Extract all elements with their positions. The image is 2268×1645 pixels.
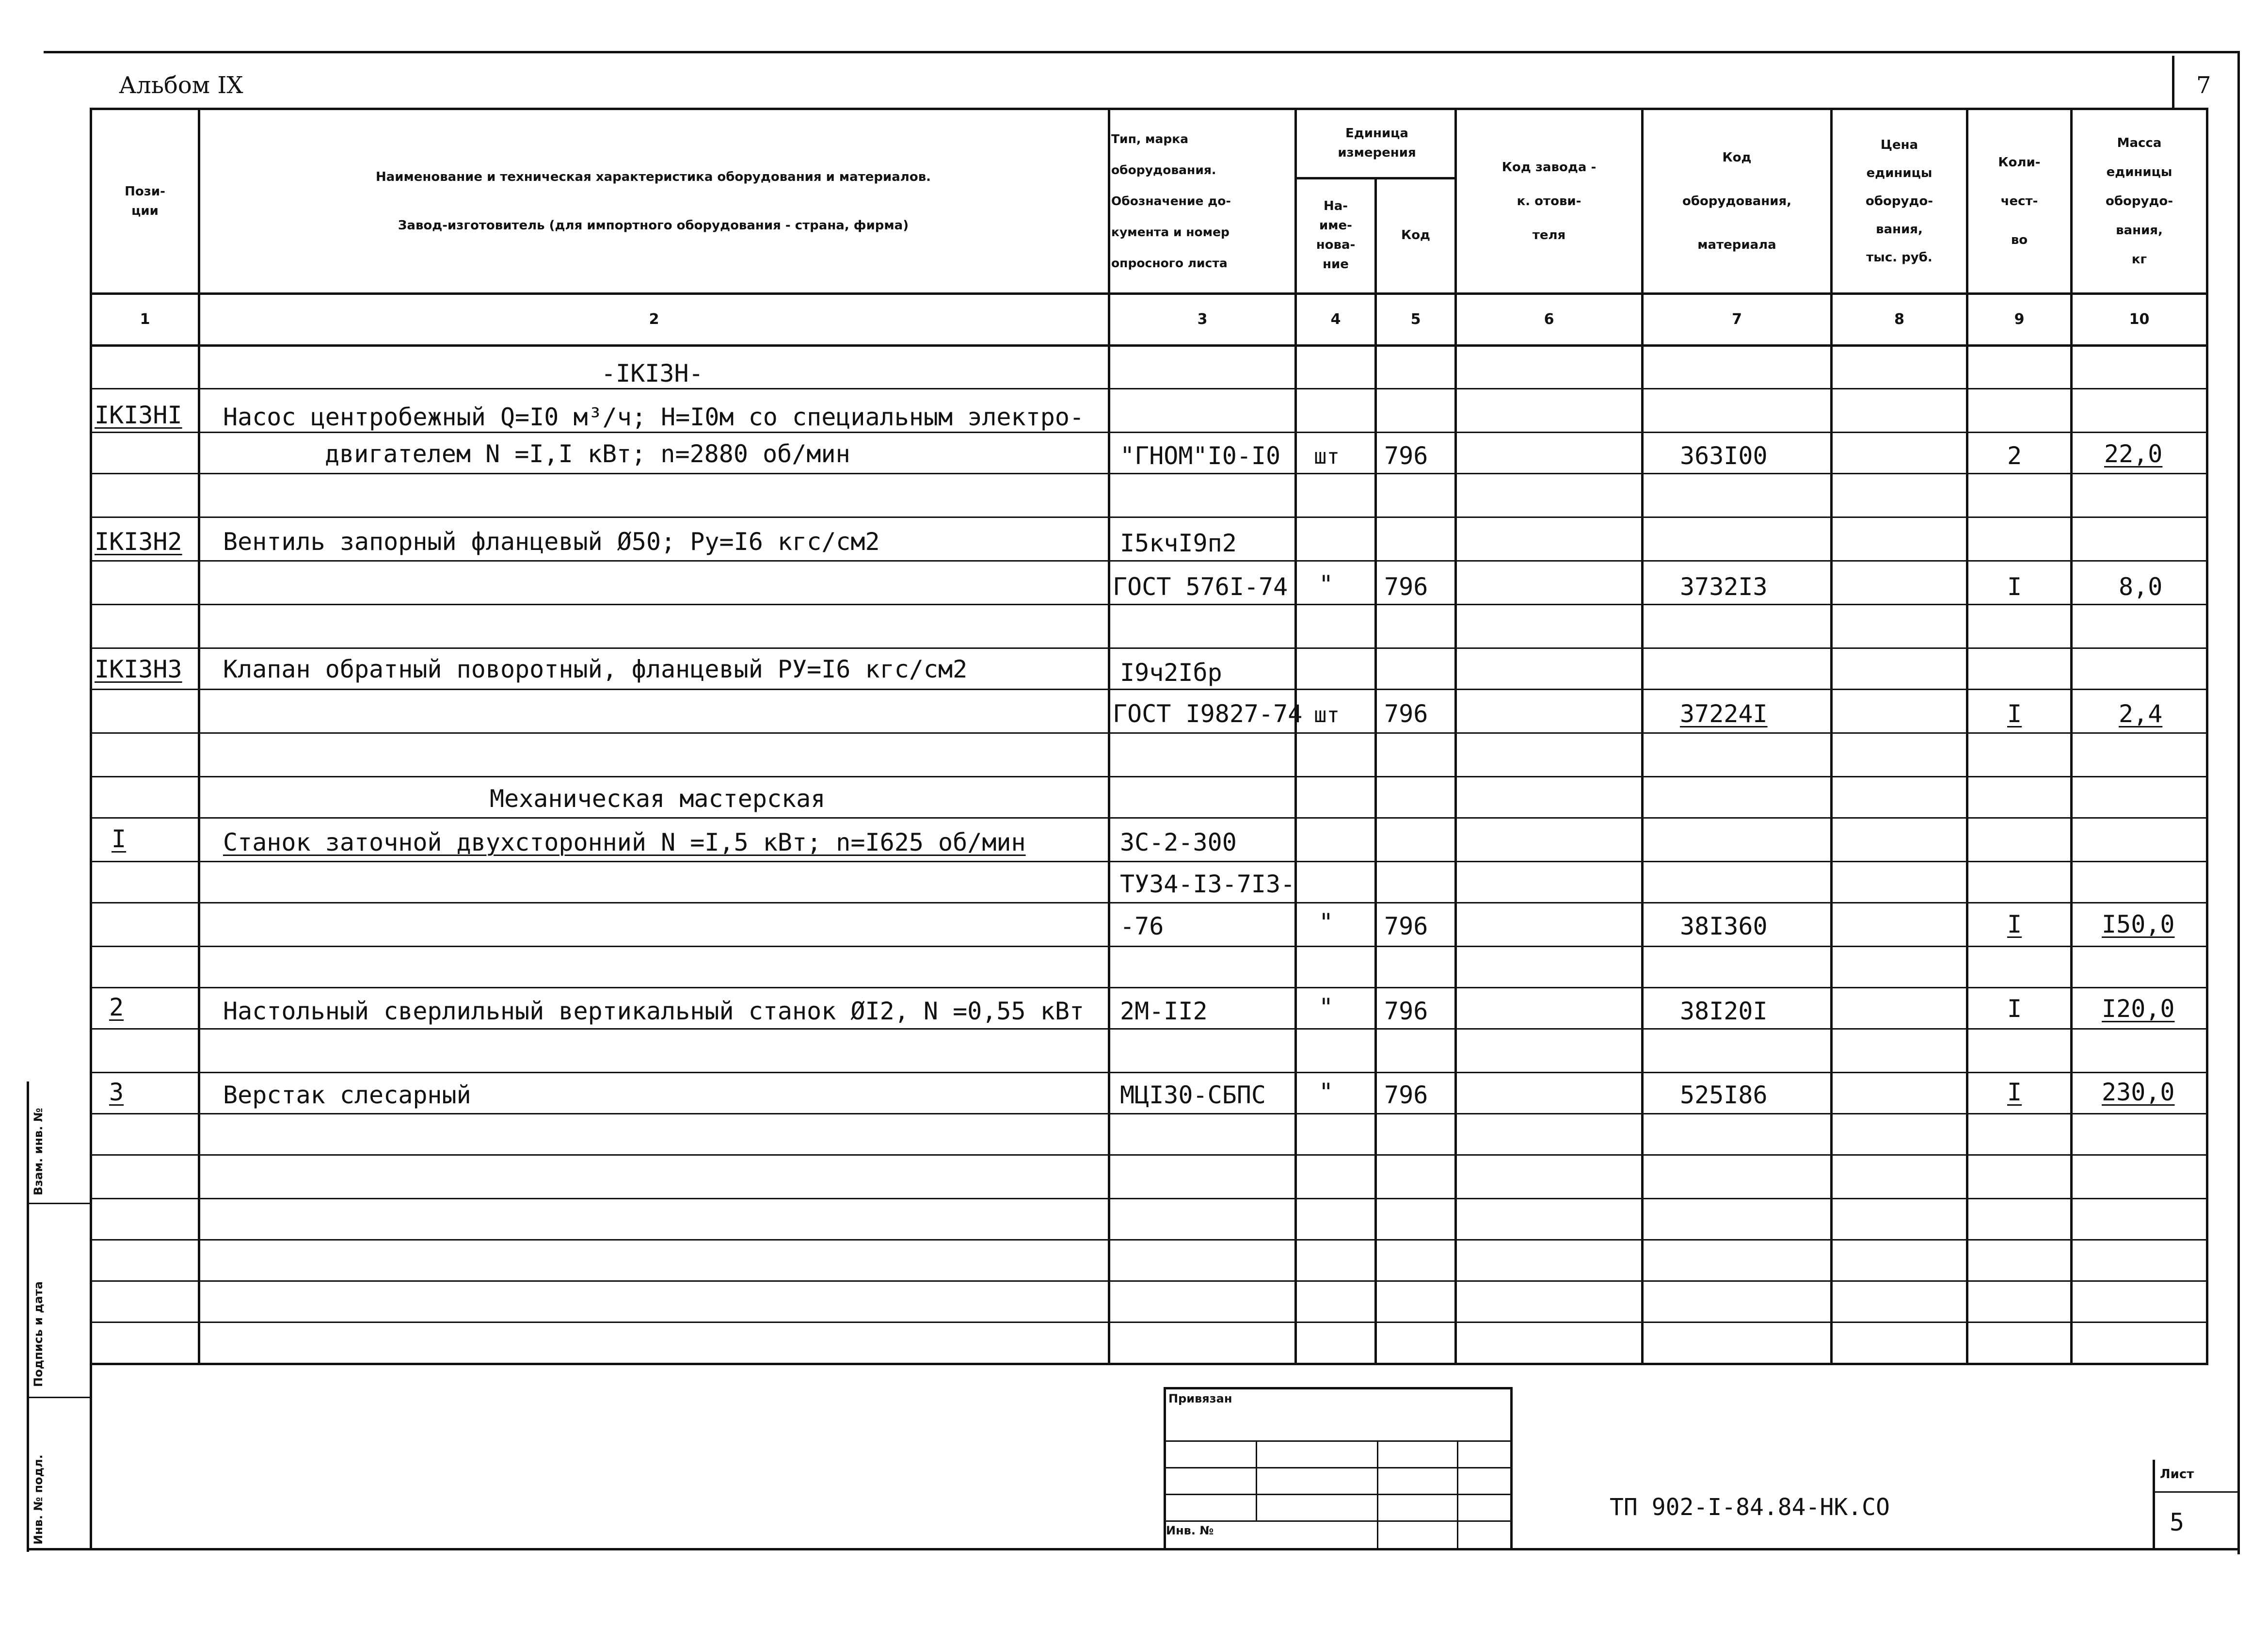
col-number: 7	[1732, 310, 1742, 328]
unit-code-cell: 796	[1384, 997, 1428, 1025]
row-line	[90, 1322, 2208, 1323]
sheet-number: 5	[2170, 1508, 2185, 1536]
type-cell: "ГНОМ"I0-I0	[1120, 442, 1281, 470]
type-cell: -76	[1120, 912, 1164, 940]
quantity-cell: 2	[2007, 442, 2022, 470]
stamp-row-line	[1164, 1494, 1513, 1495]
quantity-cell: I	[2007, 573, 2022, 601]
frame-bottom-line	[29, 1548, 2240, 1550]
row-line	[90, 946, 2208, 947]
stamp-row-line	[1164, 1520, 1513, 1522]
unit-code-cell: 796	[1384, 700, 1428, 728]
quantity-cell: I	[2007, 910, 2022, 938]
type-cell: 2М-II2	[1120, 997, 1208, 1025]
row-line	[90, 902, 2208, 903]
header-equipment-code: Код оборудования, материала	[1682, 150, 1792, 252]
sheet-box-left	[2153, 1460, 2155, 1549]
unit-code-cell: 796	[1384, 912, 1428, 940]
sheet-label: Лист	[2160, 1467, 2194, 1482]
side-stamp-outer-line	[27, 1081, 29, 1552]
type-cell: ТУ34-I3-7I3-	[1120, 870, 1295, 898]
side-label-inv-podl: Инв. № подл.	[32, 1454, 45, 1545]
side-label-podpis: Подпись и дата	[32, 1281, 45, 1387]
header-unit-code: Код	[1401, 228, 1431, 242]
mass-cell: 230,0	[2102, 1078, 2175, 1106]
row-line	[90, 732, 2208, 734]
row-line	[90, 1072, 2208, 1073]
col-number: 8	[1894, 310, 1904, 328]
type-cell: ГОСТ I9827-74	[1113, 700, 1303, 728]
col-number: 2	[649, 310, 659, 328]
stamp-inv-label: Инв. №	[1166, 1524, 1214, 1537]
header-unit: Единица измерения	[1338, 126, 1416, 160]
header-price: Цена единицы оборудо- вания, тыс. руб.	[1865, 138, 1933, 265]
row-line	[90, 560, 2208, 562]
col-number: 3	[1197, 310, 1208, 328]
row-line	[90, 604, 2208, 605]
document-code: ТП 902-I-84.84-НК.СО	[1610, 1494, 1890, 1521]
position-cell: IKI3HI	[95, 401, 182, 429]
stamp-row-line	[1164, 1467, 1513, 1468]
equipment-code-cell: 3732I3	[1680, 573, 1768, 601]
row-line	[90, 388, 2208, 389]
col-number: 4	[1330, 310, 1341, 328]
row-line	[90, 817, 2208, 819]
equipment-code-cell: 363I00	[1680, 442, 1768, 470]
type-cell: 3С-2-300	[1120, 828, 1237, 856]
position-cell: IKI3H2	[95, 528, 182, 556]
unit-code-cell: 796	[1384, 442, 1428, 470]
stamp-col-line	[1377, 1440, 1378, 1549]
row-line	[90, 1198, 2208, 1199]
unit-name-cell: "	[1319, 993, 1334, 1021]
position-cell: I	[112, 825, 127, 853]
equipment-code-cell: 38I360	[1680, 912, 1768, 940]
name-cell: Насос центробежный Q=I0 м³/ч; H=I0м со специальным электро-	[223, 403, 1085, 431]
type-cell: I5кчI9п2	[1120, 529, 1237, 557]
header-position: Пози- ции	[125, 184, 165, 218]
row-line	[90, 1239, 2208, 1241]
col-number: 5	[1410, 310, 1421, 328]
unit-name-cell: "	[1319, 570, 1334, 598]
table-header-top-line	[90, 108, 2208, 110]
name-cell: Верстак слесарный	[223, 1081, 471, 1109]
name-cell: Настольный сверлильный вертикальный станок ØI2, N =0,55 кВт	[223, 997, 1085, 1025]
top-page-number: 7	[2196, 72, 2211, 99]
row-line	[90, 516, 2208, 518]
col-line-4	[1374, 177, 1377, 1364]
header-type: Тип, марка оборудования. Обозначение до- кумента и номер опросного листа	[1111, 132, 1231, 270]
side-label-vzam: Взам. инв. №	[32, 1108, 45, 1195]
side-stamp-divider	[27, 1203, 90, 1204]
row-line	[90, 1028, 2208, 1030]
quantity-cell: I	[2007, 700, 2022, 728]
row-line	[90, 473, 2208, 474]
name-cell: Станок заточной двухсторонний N =I,5 кВт; n=I625 об/мин	[223, 828, 1026, 856]
sheet-box-divider	[2153, 1491, 2240, 1493]
unit-code-cell: 796	[1384, 573, 1428, 601]
equipment-code-cell: 38I20I	[1680, 997, 1768, 1025]
row-line	[90, 776, 2208, 777]
col-number: 9	[2014, 310, 2025, 328]
unit-name-cell: "	[1319, 908, 1334, 936]
equipment-code-cell: 525I86	[1680, 1081, 1768, 1109]
position-cell: IKI3H3	[95, 655, 182, 683]
mass-cell: 2,4	[2119, 700, 2163, 728]
stamp-row-line	[1164, 1440, 1513, 1442]
header-manufacturer-code: Код заводa - к. отови- теля	[1501, 160, 1597, 242]
side-stamp-divider	[27, 1397, 90, 1398]
header-name: Наименование и техническая характеристика оборудования и материалов. Завод-изготовитель (для импортного оборудования - страна, фирма)	[375, 170, 931, 233]
col-line-10	[2206, 108, 2208, 1364]
name-cell: Вентиль запорный фланцевый Ø50; Ру=I6 кгс/см2	[223, 528, 880, 556]
mass-cell: I50,0	[2102, 910, 2175, 938]
row-line	[90, 861, 2208, 862]
type-cell: I9ч2Iбр	[1120, 659, 1222, 687]
table-bottom-line	[90, 1363, 2208, 1365]
row-line	[90, 1154, 2208, 1156]
quantity-cell: I	[2007, 995, 2022, 1023]
album-title: Альбом IX	[119, 72, 243, 99]
frame-right-line	[2237, 51, 2240, 1554]
row-line	[90, 689, 2208, 690]
equipment-code-cell: 37224I	[1680, 700, 1768, 728]
quantity-cell: I	[2007, 1078, 2022, 1106]
stamp-col-line	[1457, 1440, 1458, 1549]
row-line	[90, 432, 2208, 433]
mass-cell: 8,0	[2119, 573, 2163, 601]
header-mass: Масса единицы оборудо- вания, кг	[2105, 136, 2173, 267]
stamp-col-line	[1256, 1440, 1257, 1520]
header-quantity: Коли- чест- во	[1998, 155, 2041, 247]
col-number: 10	[2129, 310, 2150, 328]
row-line	[90, 987, 2208, 988]
col-number: 1	[140, 310, 150, 328]
name-cell: двигателем N =I,I кВт; n=2880 об/мин	[325, 440, 850, 468]
page-number-box-left	[2172, 56, 2174, 109]
unit-name-cell: "	[1319, 1078, 1334, 1106]
row-line	[90, 647, 2208, 649]
mass-cell: I20,0	[2102, 995, 2175, 1023]
section-title: Механическая мастерская	[490, 785, 826, 813]
stamp-privyazan-label: Привязан	[1168, 1392, 1232, 1405]
section-title: -IKI3H-	[601, 359, 703, 387]
row-line	[90, 1113, 2208, 1114]
stamp-top-line	[1164, 1387, 1513, 1389]
col-numbers-bottom-line	[90, 344, 2208, 347]
type-cell: ГОСТ 576I-74	[1113, 573, 1288, 601]
position-cell: 2	[109, 993, 124, 1021]
unit-name-cell: шт	[1314, 703, 1340, 727]
name-cell: Клапан обратный поворотный, фланцевый РУ=I6 кгс/см2	[223, 655, 968, 683]
unit-name-cell: шт	[1314, 444, 1340, 469]
col-number: 6	[1544, 310, 1554, 328]
row-line	[90, 1280, 2208, 1282]
position-cell: 3	[109, 1078, 124, 1106]
header-unit-name: На- име- нова- ние	[1316, 199, 1356, 272]
frame-top-line	[44, 51, 2240, 53]
type-cell: МЦI30-СБПС	[1120, 1081, 1266, 1109]
unit-code-cell: 796	[1384, 1081, 1428, 1109]
mass-cell: 22,0	[2104, 440, 2163, 468]
